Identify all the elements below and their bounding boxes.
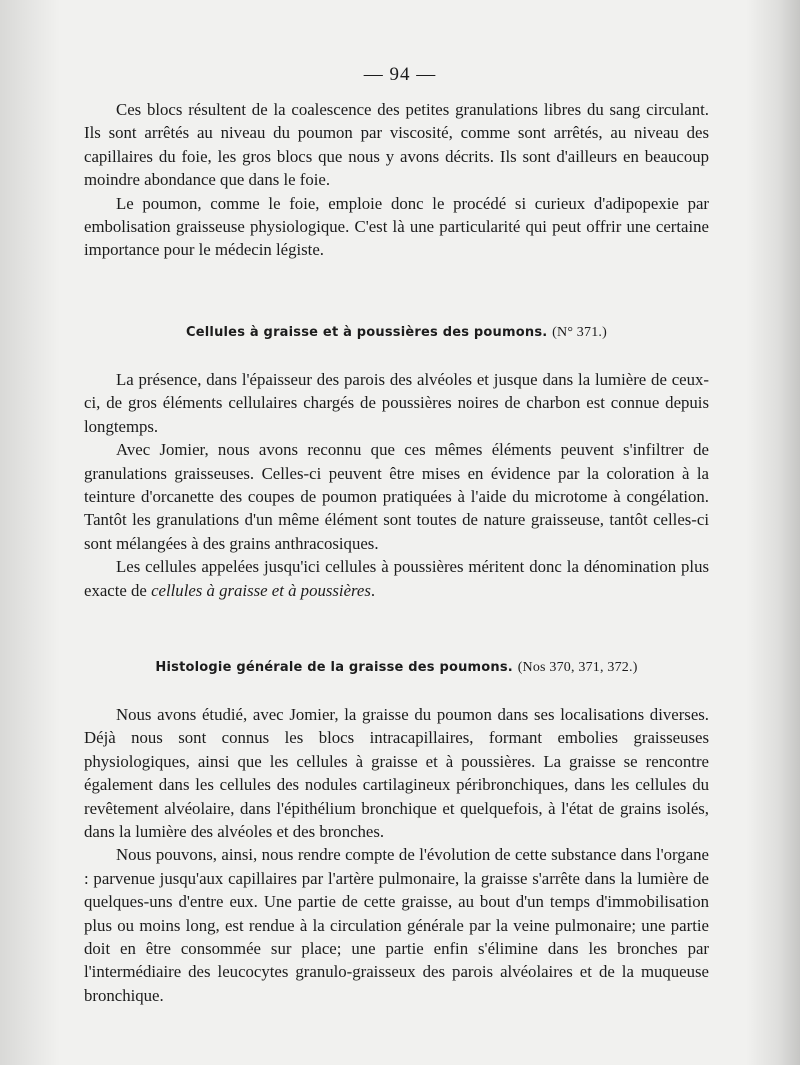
text-run: . — [370, 580, 376, 600]
italic-term: cellules à graisse et à poussières — [151, 580, 371, 600]
paragraph — [84, 555, 709, 602]
section-heading-histologie — [84, 660, 709, 676]
heading-title: Cellules à graisse et à poussières des poumons. — [186, 325, 548, 340]
section-histologie — [84, 703, 709, 1007]
section-intro — [84, 98, 709, 262]
paragraph: Nous avons étudié, avec Jomier, la graisse du poumon dans ses localisations diverses. Déjà nous sont connus les blocs intracapillaires, formant embolies graisseuses physiologiques, ainsi que les cellules à graisse et à poussières. La graisse se rencontre également dans les cellules des nodules cartilagineux péribronchiques, dans les cellules du revêtement alvéolaire, dans l'épithélium bronchique et quelquefois, à l'état de grains isolés, dans la lumière des alvéoles et des bronches. — [84, 705, 709, 842]
paragraph: La présence, dans l'épaisseur des parois des alvéoles et jusque dans la lumière de ceux-ci, de gros éléments cellulaires chargés de poussières noires de charbon est connue depuis longtemps. — [84, 370, 709, 436]
right-page-shadow — [746, 0, 800, 1065]
paragraph: Le poumon, comme le foie, emploie donc le procédé si curieux d'adipopexie par embolisation graisseuse physiologique. C'est là une particularité qui peut offrir une certaine importance pour le médecin légiste. — [84, 193, 709, 260]
section-cellules — [84, 368, 709, 602]
heading-title: Histologie générale de la graisse des poumons. — [155, 660, 513, 675]
paragraph: Nous pouvons, ainsi, nous rendre compte de l'évolution de cette substance dans l'organe : parvenue jusqu'aux capillaires par l'artère pulmonaire, la graisse s'arrête dans la lumière de quelques-uns d'entre eux. Une partie de cette graisse, au bout d'un temps d'immobilisation plus ou moins long, est rendue à la circulation générale par la veine pulmonaire; une partie doit en être consommée sur place; une partie enfin s'élimine dans les bronches par l'intermédiaire des leucocytes granulo-graisseux des parois alvéolaires et de la muqueuse bronchique. — [84, 845, 709, 1005]
page-number: — 94 — — [363, 64, 437, 85]
paragraph: Avec Jomier, nous avons reconnu que ces mêmes éléments peuvent s'infiltrer de granulations graisseuses. Celles-ci peuvent être mises en évidence par la coloration à la teinture d'orcanette des coupes de poumon pratiquées à l'aide du microtome à congélation. Tantôt les granulations d'un même élément sont toutes de nature graisseuse, tantôt celles-ci sont mélangées à des grains anthracosiques. — [84, 440, 709, 553]
paragraph: Ces blocs résultent de la coalescence des petites granulations libres du sang circulant. Ils sont arrêtés au niveau du poumon par viscosité, comme sont arrêtés, au niveau des capillaires du foie, les gros blocs que nous y avons décrits. Ils sont d'ailleurs en beaucoup moindre abondance que dans le foie. — [84, 100, 709, 190]
left-page-shadow — [0, 0, 60, 1065]
section-heading-cellules — [84, 325, 709, 341]
heading-reference: (N° 371.) — [552, 325, 607, 340]
heading-reference: (Nos 370, 371, 372.) — [517, 660, 638, 675]
text-run: Les cellules appelées jusqu'ici cellules à poussières méritent donc la dénomination plus exacte de — [84, 557, 709, 600]
